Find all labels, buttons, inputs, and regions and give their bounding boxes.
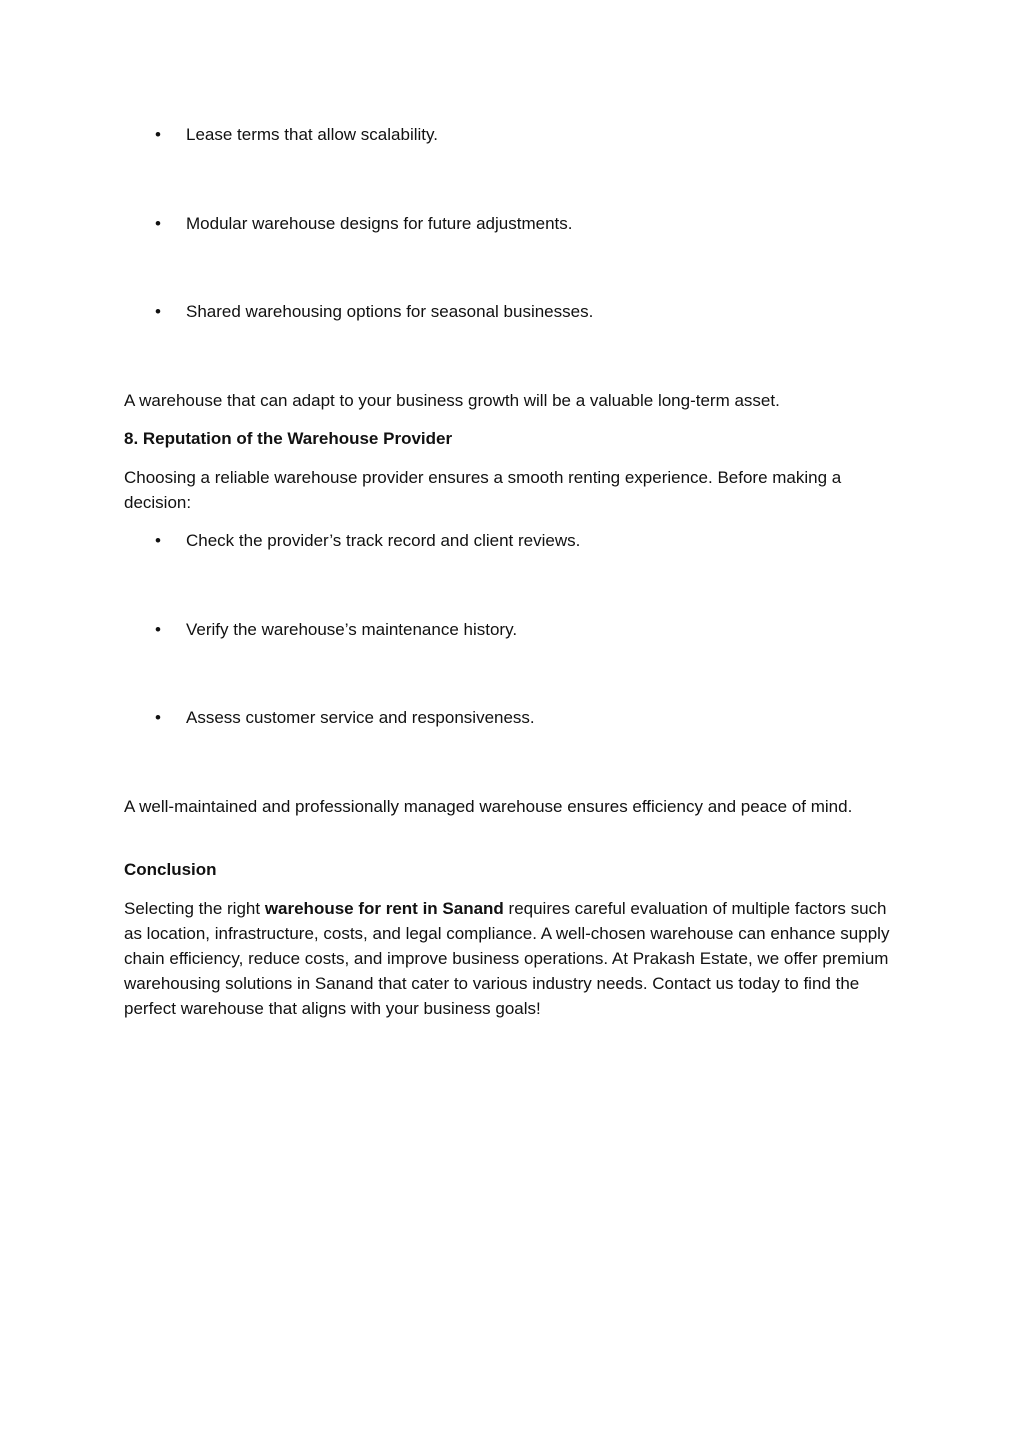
list-item xyxy=(124,618,904,642)
bullet-icon: • xyxy=(155,125,161,144)
conclusion-bold-keyword: warehouse for rent in Sanand xyxy=(264,899,504,918)
list-item-text: Lease terms that allow scalability. xyxy=(186,125,438,144)
section-heading-conclusion: Conclusion xyxy=(124,860,217,879)
paragraph-conclusion xyxy=(124,896,909,1021)
paragraph-adapt: A warehouse that can adapt to your business growth will be a valuable long-term asset. xyxy=(124,391,780,410)
list-item xyxy=(124,529,904,553)
list-item-text: Shared warehousing options for seasonal businesses. xyxy=(186,302,594,321)
conclusion-lead-text: Selecting the right xyxy=(124,899,265,918)
conclusion-rest-text: requires careful evaluation of multiple factors such as location, infrastructure, costs, and legal compliance. A well-chosen warehouse can enhance supply chain efficiency, reduce costs, and improve business operations. At Prakash Estate, we offer premium warehousing solutions in Sanand that cater to various industry needs. Contact us today to find the perfect warehouse that aligns with your business goals! xyxy=(124,899,890,1018)
bullet-icon: • xyxy=(155,214,161,233)
bullet-icon: • xyxy=(155,708,161,727)
bullet-icon: • xyxy=(155,620,161,639)
paragraph-maintained: A well-maintained and professionally managed warehouse ensures efficiency and peace of mind. xyxy=(124,797,853,816)
list-item-text: Assess customer service and responsiveness. xyxy=(186,708,535,727)
list-item-text: Modular warehouse designs for future adjustments. xyxy=(186,214,573,233)
bullet-icon: • xyxy=(155,302,161,321)
section-heading-reputation: 8. Reputation of the Warehouse Provider xyxy=(124,429,453,448)
list-item xyxy=(124,212,904,236)
list-item-text: Verify the warehouse’s maintenance history. xyxy=(186,620,518,639)
bullet-icon: • xyxy=(155,531,161,550)
list-item xyxy=(124,706,904,730)
paragraph-reputation: Choosing a reliable warehouse provider ensures a smooth renting experience. Before making a decision: xyxy=(124,468,842,512)
list-item-text: Check the provider’s track record and client reviews. xyxy=(186,531,581,550)
list-item xyxy=(124,300,904,324)
list-item xyxy=(124,123,904,147)
